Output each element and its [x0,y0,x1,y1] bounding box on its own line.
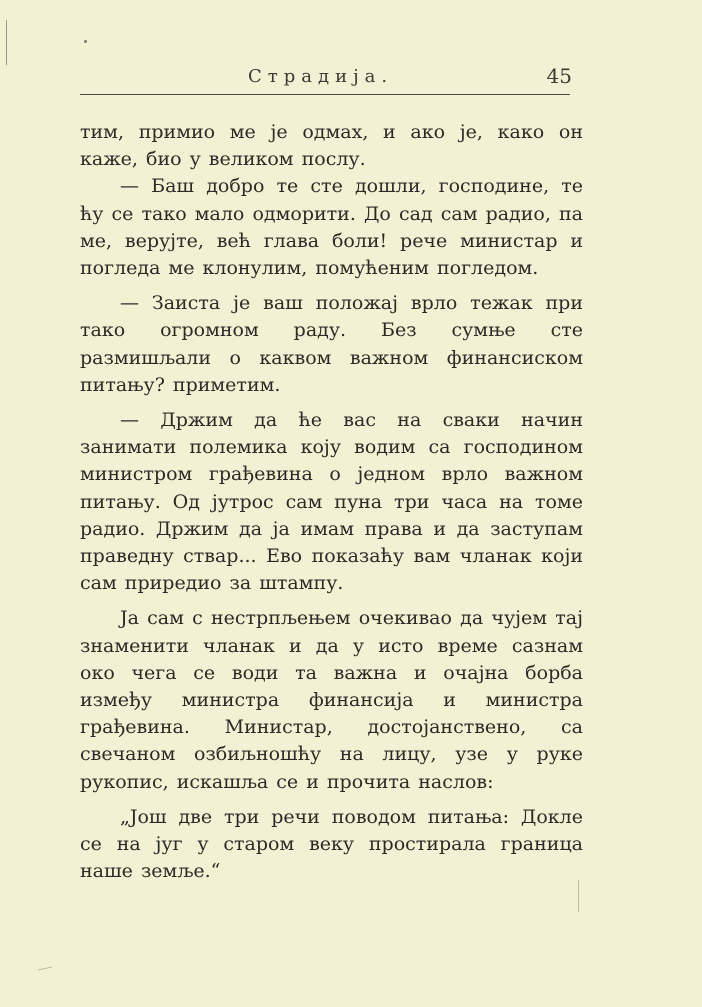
page-header [80,60,572,92]
paper-mark [38,967,52,971]
body-text [80,119,583,885]
paragraph: тим, примио ме је одмах, и ако је, како он каже, био у великом послу. [80,121,583,171]
paragraph: — Баш добро те сте дошли, господине, те ћу се тако мало одморити. До сад сам радио, па ме, верујте, већ глава боли! рече министар и погледа ме клонулим, помућеним погледом. [80,175,583,280]
header-rule [80,94,570,95]
paragraph: „Још две три речи поводом питања: Докле се на југ у старом веку простирала граница наше земље.“ [80,805,583,883]
paragraph: — Заиста је ваш положај врло тежак при тако огромном раду. Без сумње сте размишљали о каквом важном финансиском питању? приметим. [80,292,583,396]
paper-mark [578,880,579,912]
paragraph: Ја сам с нестрпљењем очекивао да чујем тај знаменити чланак и да у исто време сазнам око чега се води та важна и очајна борба између министра финансија и министра грађевина. Министар, достојанствено, са свечаном озбиљношћу на лицу, узе у руке рукопис, искашља се и прочита наслов: [80,607,583,793]
running-title: Страдија. [248,66,394,87]
paper-speck [84,40,87,43]
page-number: 45 [546,64,572,88]
paragraph: — Држим да ће вас на сваки начин занимати полемика коју водим са господином министром грађевина о једном врло важном питању. Од јутрос сам пуна три часа на томе радио. Држим да ја имам права и да заступам праведну ствар... Ево показаћу вам чланак који сам приредио за штампу. [80,409,583,595]
page-edge-mark [6,20,7,65]
